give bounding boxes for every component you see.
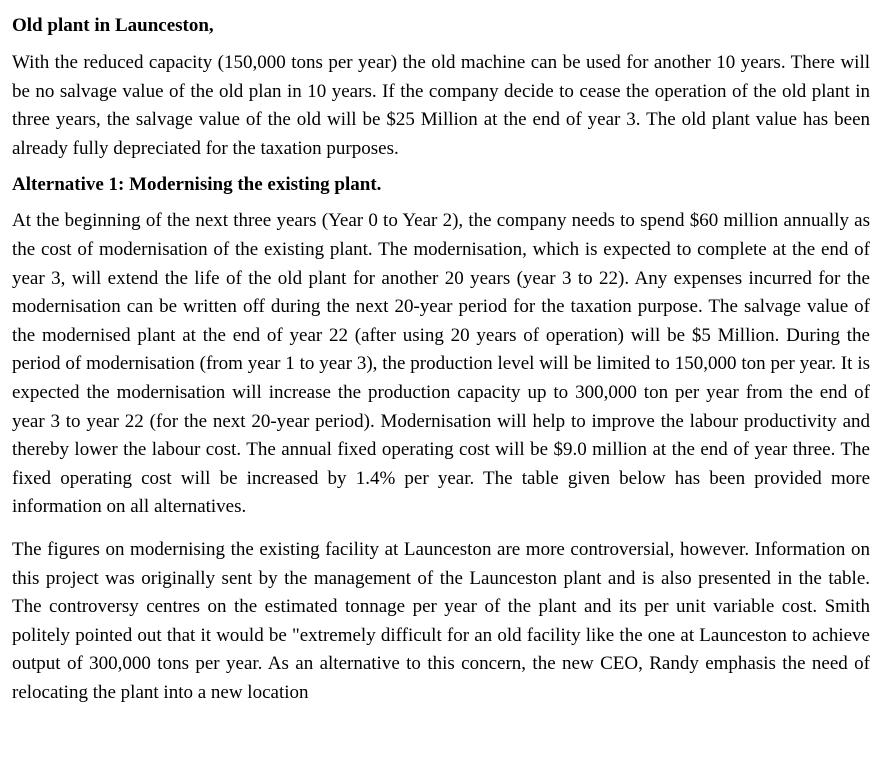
heading-alternative-1: Alternative 1: Modernising the existing plant. (12, 174, 382, 196)
paragraph-old-plant: With the reduced capacity (150,000 tons per year) the old machine can be used for another 10 years. There will be no salvage value of the old plan in 10 years. If the company decide to cease the operation of the old plant in three years, the salvage value of the old will be $25 Million at the end of year 3. The old plant value has been already fully depreciated for the taxation purposes. (12, 52, 870, 159)
paragraph-alternative-1: At the beginning of the next three years (Year 0 to Year 2), the company needs to spend $60 million annually as the cost of modernisation of the existing plant. The modernisation, which is expected to complete at the end of year 3, will extend the life of the old plant for another 20 years (year 3 to 22). Any expenses incurred for the modernisation can be written off during the next 20-year period for the taxation purpose. The salvage value of the modernised plant at the end of year 22 (after using 20 years of operation) will be $5 Million. During the period of modernisation (from year 1 to year 3), the production level will be limited to 150,000 ton per year. It is expected the modernisation will increase the production capacity up to 300,000 ton per year from the end of year 3 to year 22 (for the next 20-year period). Modernisation will help to improve the labour productivity and thereby lower the labour cost. The annual fixed operating cost will be $9.0 million at the end of year three. The fixed operating cost will be increased by 1.4% per year. The table given below has been provided more information on all alternatives. (12, 210, 870, 518)
heading-old-plant: Old plant in Launceston, (12, 15, 214, 36)
paragraph-modernising-controversy: The figures on modernising the existing facility at Launceston are more controversial, however. Information on this project was originally sent by the management of the Launceston plant and is also presented in the table. The controversy centres on the estimated tonnage per year of the plant and its per unit variable cost. Smith politely pointed out that it would be "extremely difficult for an old facility like the one at Launceston to achieve output of 300,000 tons per year. As an alternative to this concern, the new CEO, Randy emphasis the need of relocating the plant into a new location (12, 538, 870, 703)
